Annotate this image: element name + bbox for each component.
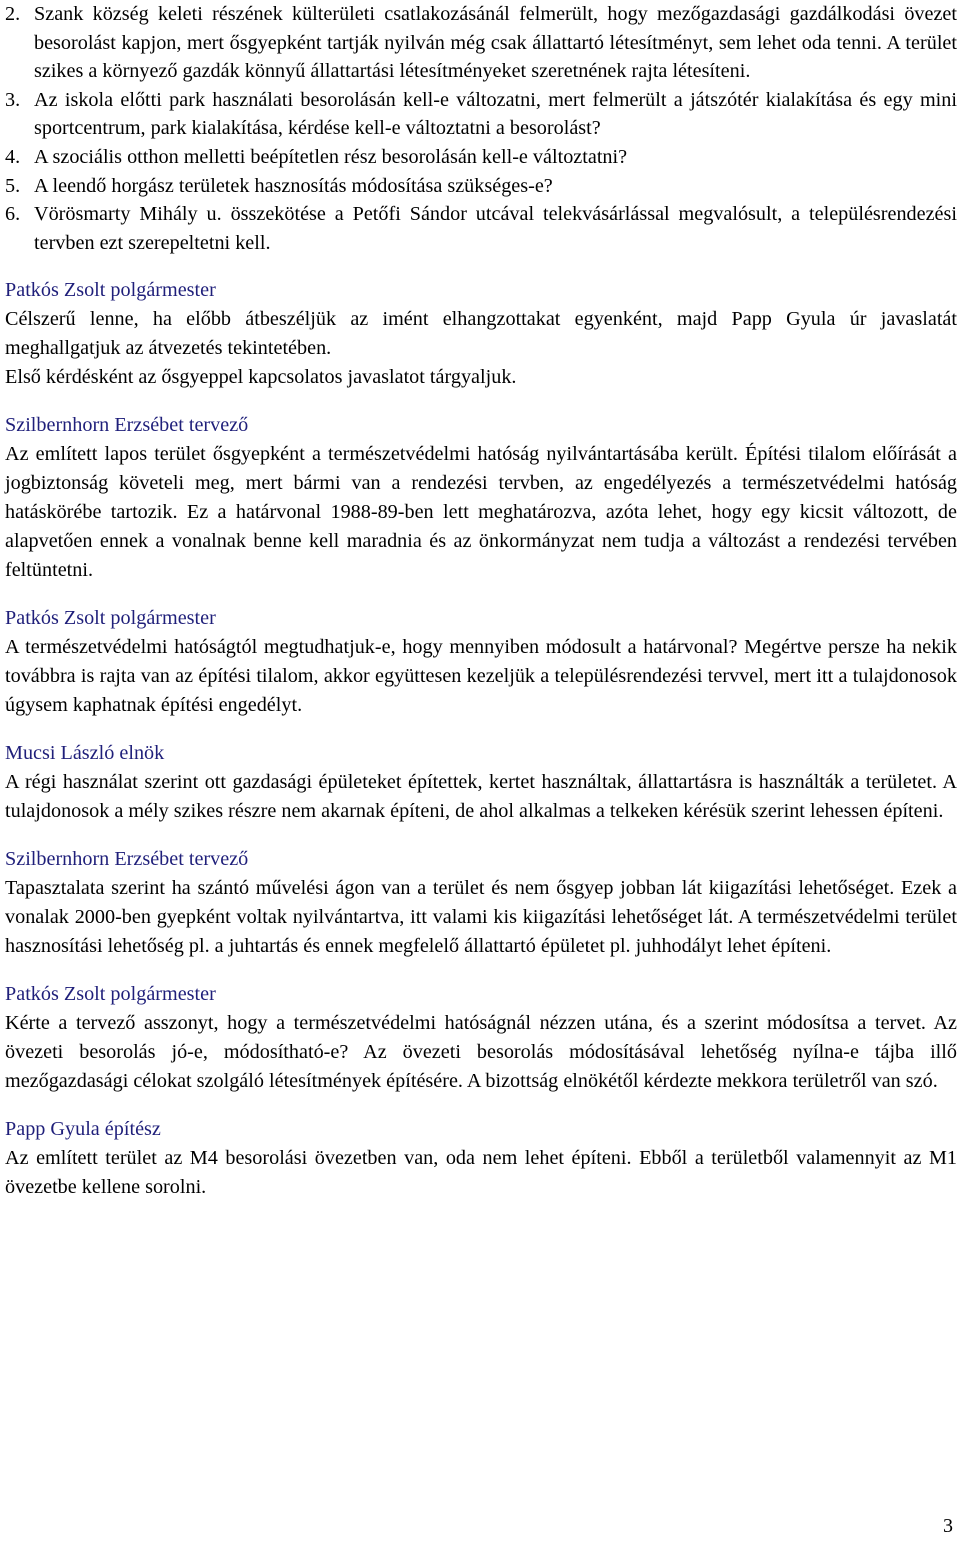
speech-block [5,411,957,585]
speaker-name: Szilbernhorn Erzsébet tervező [5,414,249,437]
speaker-name: Papp Gyula építész [5,1118,161,1141]
speech-block [5,980,957,1096]
document-page [5,0,957,1202]
speech-paragraph: A régi használat szerint ott gazdasági épületeket építettek, kertet használtak, állattartásra is használták a területet. A tulajdonosok a mély szikes részre nem akarnak építeni, de ahol alkalmas a telkeken kérésük szerint lehessen építeni. [5,771,957,823]
speech-block [5,1115,957,1202]
list-item-number: 3. [5,88,21,111]
speech-block [5,845,957,961]
list-item-number: 6. [5,203,21,226]
list-item-text: Vörösmarty Mihály u. összekötése a Petőfi Sándor utcával telekvásárlással megvalósult, a településrendezési tervben ezt szerepeltetni kell. [34,203,957,254]
speech-paragraph: Célszerű lenne, ha előbb átbeszéljük az imént elhangzottakat egyenként, majd Papp Gyula úr javaslatát meghallgatjuk az átvezetés tekintetében. [5,308,957,360]
numbered-question-list [5,0,957,257]
speaker-name: Patkós Zsolt polgármester [5,983,216,1006]
speech-block [5,739,957,826]
list-item-text: A leendő horgász területek hasznosítás módosítása szükséges-e? [34,174,553,197]
list-item-number: 5. [5,174,21,197]
speech-paragraph: Az említett lapos terület ősgyepként a természetvédelmi hatóság nyilvántartásába került. Építési tilalom előírását a jogbiztonság követeli meg, mert bármi van a rendezési tervben, az engedélyezés a természetvédelmi hatóság hatáskörébe tartozik. Ez a határvonal 1988-89-ben lett meghatározva, azóta lehet, hogy egy kicsit változott, de alapvetően ennek a vonalnak benne kell maradnia és az önkormányzat nem tudja a változást a rendezési tervében feltüntetni. [5,443,957,582]
speaker-name: Mucsi László elnök [5,742,165,765]
speech-paragraph: Kérte a tervező asszonyt, hogy a természetvédelmi hatóságnál nézzen utána, és a szerint módosítsa a tervet. Az övezeti besorolás jó-e, módosítható-e? Az övezeti besorolás módosításával lehetőség nyílna-e tájba illő mezőgazdasági célokat szolgáló létesítmények építésére. A bizottság elnökétől kérdezte mekkora területről van szó. [5,1012,957,1093]
speech-block [5,276,957,392]
speaker-name: Szilbernhorn Erzsébet tervező [5,848,249,871]
speech-block [5,604,957,720]
speaker-name: Patkós Zsolt polgármester [5,279,216,302]
list-item-text: Szank község keleti részének külterületi csatlakozásánál felmerült, hogy mezőgazdasági gazdálkodási övezet besorolást kapjon, mert ősgyepként tartják nyilván még csak állattartó létesítményt, sem lehet oda tenni. A terület szikes a környező gazdák könnyű állattartási létesítményeket szeretnének rajta létesíteni. [34,3,957,83]
speech-paragraph: Első kérdésként az ősgyeppel kapcsolatos javaslatot tárgyaljuk. [5,366,517,389]
speech-paragraph: Tapasztalata szerint ha szántó művelési ágon van a terület és nem ősgyep jobban lát kiigazítási lehetőséget. Ezek a vonalak 2000-ben gyepként voltak nyilvántartva, itt valami kis kiigazítási lehetőséget lát. A természetvédelmi terület hasznosítási lehetőség pl. a juhtartás és ennek megfelelő állattartó épületet pl. juhhodályt lehet építeni. [5,877,957,958]
list-item [5,172,957,201]
speech-paragraph: A természetvédelmi hatóságtól megtudhatjuk-e, hogy mennyiben módosult a határvonal? Megértve persze ha nekik továbbra is rajta van az építési tilalom, akkor együttesen kezeljük a településrendezési tervvel, mert itt a tulajdonosok úgysem kaphatnak építési engedélyt. [5,636,957,717]
list-item [5,86,957,143]
list-item [5,200,957,257]
list-item [5,143,957,172]
list-item [5,0,957,86]
list-item-text: A szociális otthon melletti beépítetlen rész besorolásán kell-e változtatni? [34,145,628,168]
list-item-text: Az iskola előtti park használati besorolásán kell-e változatni, mert felmerült a játszótér kialakítása és egy mini sportcentrum, park kialakítása, kérdése kell-e változtatni a besorolást? [34,88,957,140]
speech-paragraph: Az említett terület az M4 besorolási övezetben van, oda nem lehet építeni. Ebből a területből valamennyit az M1 övezetbe kellene sorolni. [5,1147,957,1199]
page-number: 3 [943,1515,953,1537]
list-item-number: 2. [5,3,21,25]
speaker-name: Patkós Zsolt polgármester [5,607,216,630]
list-item-number: 4. [5,145,21,168]
